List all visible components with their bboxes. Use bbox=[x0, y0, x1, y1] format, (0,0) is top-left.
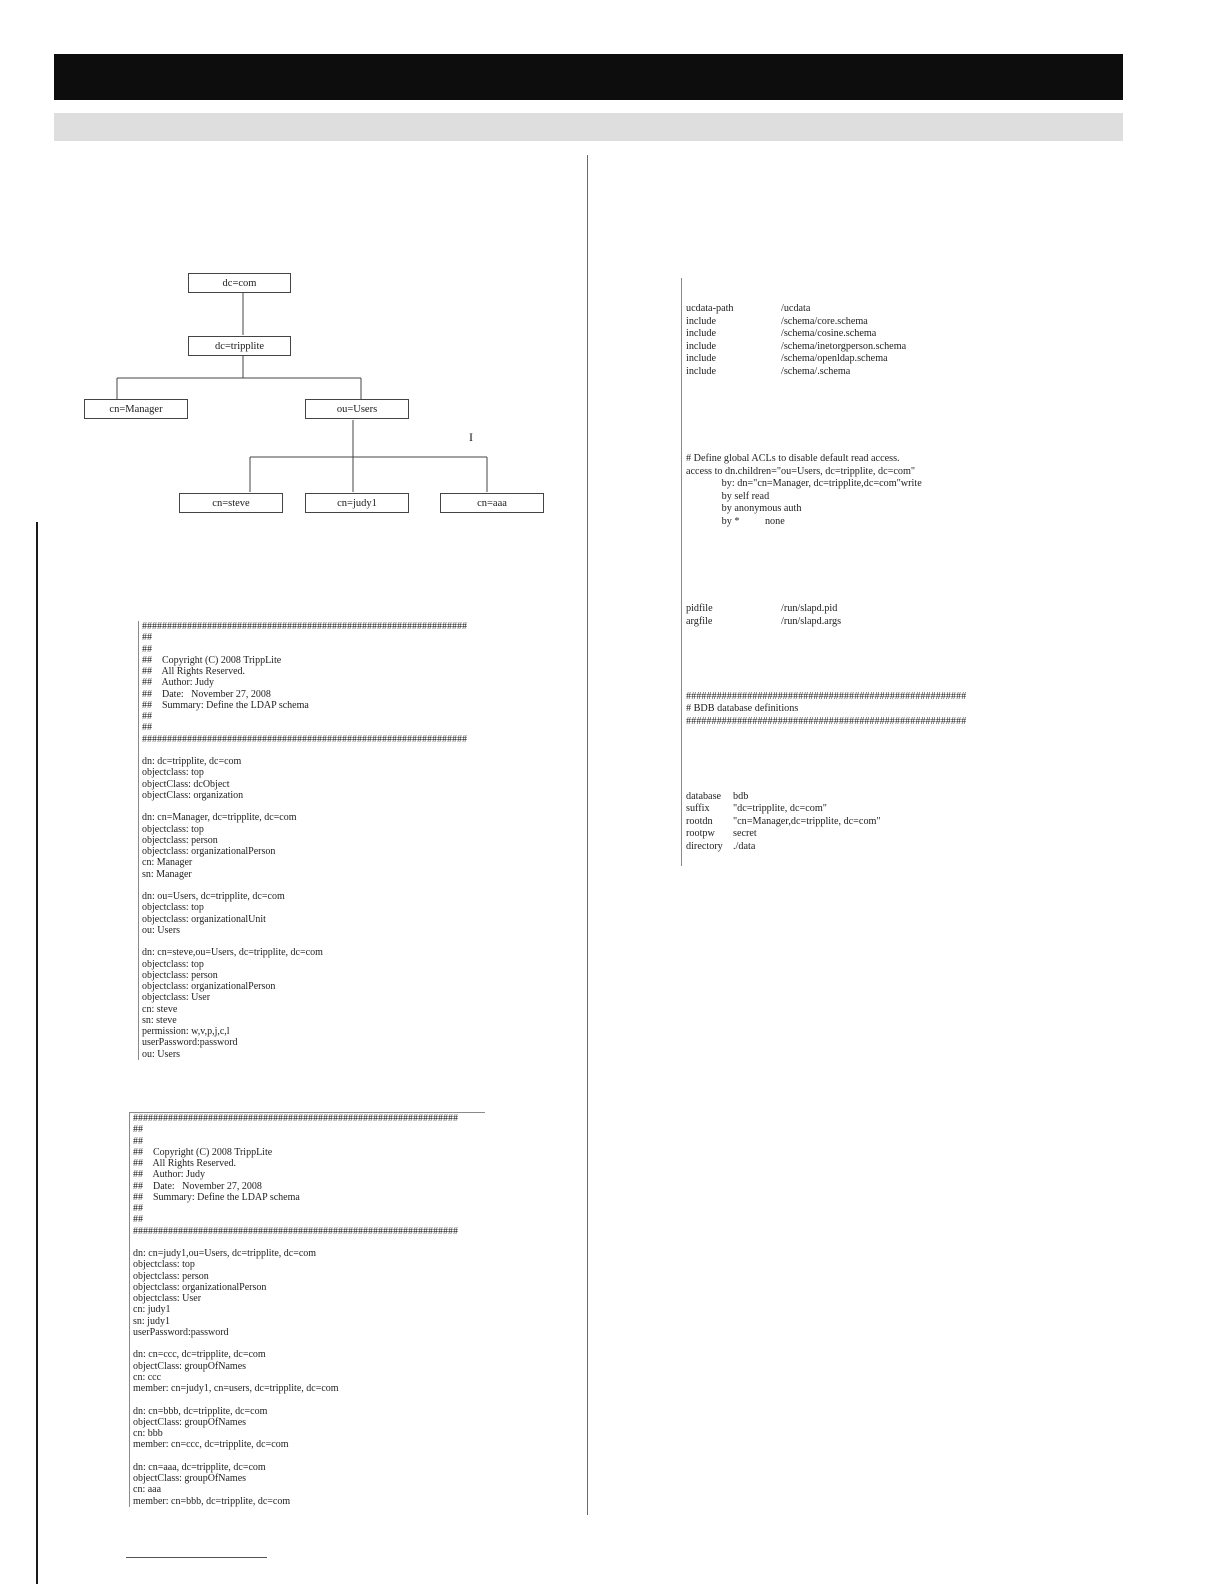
code-line: objectclass: organizationalPerson bbox=[142, 981, 276, 992]
config-key: include bbox=[686, 328, 716, 339]
code-line: objectclass: top bbox=[142, 767, 204, 779]
code-line: member: cn=judy1, cn=users, dc=tripplite, dc=com bbox=[133, 1383, 339, 1394]
config-value: /schema/core.schema bbox=[781, 315, 868, 327]
code-line: objectClass: groupOfNames bbox=[133, 1473, 247, 1484]
slapd-conf-listing bbox=[681, 278, 966, 866]
config-key: directory bbox=[686, 840, 723, 852]
config-key: rootpw bbox=[686, 828, 715, 839]
ldif-groups-listing bbox=[129, 1112, 485, 1507]
tree-node-judy1: cn=judy1 bbox=[305, 493, 409, 513]
config-value: ./data bbox=[733, 840, 756, 852]
config-value: /ucdata bbox=[781, 303, 811, 314]
code-line: ## bbox=[142, 643, 152, 655]
slapd-includes-section bbox=[686, 303, 966, 378]
code-line: objectclass: top bbox=[142, 902, 204, 914]
config-key: argfile bbox=[686, 615, 713, 627]
code-line: ####################################################### bbox=[686, 690, 967, 702]
code-line: userPassword:password bbox=[133, 1326, 229, 1338]
code-line: ## Date: November 27, 2008 bbox=[142, 688, 271, 700]
code-line: ## bbox=[142, 722, 152, 734]
column-divider bbox=[587, 155, 588, 1515]
left-margin-rule bbox=[36, 522, 38, 1584]
code-line: ################################################################# bbox=[142, 621, 467, 632]
code-line bbox=[142, 801, 467, 812]
code-line: ## bbox=[133, 1135, 143, 1147]
config-line bbox=[686, 316, 966, 329]
code-line: ## Author: Judy bbox=[133, 1169, 205, 1181]
config-line bbox=[686, 353, 966, 366]
code-line: ## Summary: Define the LDAP schema bbox=[133, 1191, 300, 1203]
code-line: by anonymous auth bbox=[686, 503, 802, 514]
code-line bbox=[142, 745, 467, 756]
config-value: /run/slapd.args bbox=[781, 615, 842, 627]
code-line: ## bbox=[133, 1214, 143, 1226]
code-line: objectclass: organizationalPerson bbox=[133, 1281, 267, 1293]
ldif-users-listing bbox=[138, 621, 467, 1060]
code-line: ################################################################# bbox=[142, 733, 467, 745]
config-key: database bbox=[686, 790, 722, 802]
code-line: by self read bbox=[686, 490, 770, 502]
config-line bbox=[686, 303, 966, 316]
tree-connectors bbox=[80, 268, 550, 518]
code-line: dn: cn=aaa, dc=tripplite, dc=com bbox=[133, 1461, 266, 1473]
code-line: objectclass: organizationalPerson bbox=[142, 846, 276, 857]
tree-node-manager: cn=Manager bbox=[84, 399, 188, 419]
config-key: rootdn bbox=[686, 815, 713, 827]
code-line: ## All Rights Reserved. bbox=[133, 1158, 237, 1169]
config-key: ucdata-path bbox=[686, 303, 734, 314]
config-value: /schema/openldap.schema bbox=[781, 353, 888, 364]
config-line bbox=[686, 603, 966, 616]
slapd-acl-section bbox=[686, 453, 966, 528]
config-value: /schema/.schema bbox=[781, 365, 851, 377]
code-line: dn: cn=ccc, dc=tripplite, dc=com bbox=[133, 1349, 266, 1361]
code-line: member: cn=ccc, dc=tripplite, dc=com bbox=[133, 1439, 289, 1451]
code-line: sn: Manager bbox=[142, 868, 192, 880]
code-line: objectclass: top bbox=[142, 823, 204, 835]
slapd-database-section bbox=[686, 791, 966, 854]
code-line: dn: dc=tripplite, dc=com bbox=[142, 756, 242, 767]
page-header-bar bbox=[54, 54, 1123, 100]
config-line bbox=[686, 616, 966, 629]
code-line: objectclass: person bbox=[142, 834, 218, 846]
code-line: objectClass: organization bbox=[142, 789, 244, 801]
code-line: dn: ou=Users, dc=tripplite, dc=com bbox=[142, 891, 285, 902]
code-line: dn: cn=steve,ou=Users, dc=tripplite, dc=com bbox=[142, 947, 323, 959]
code-line: ## bbox=[133, 1124, 143, 1136]
code-line: permission: w,v,p,j,c,l bbox=[142, 1026, 230, 1037]
code-line: ## All Rights Reserved. bbox=[142, 666, 246, 677]
config-value: "cn=Manager,dc=tripplite, dc=com" bbox=[733, 815, 881, 827]
config-value: /schema/cosine.schema bbox=[781, 328, 877, 339]
config-key: include bbox=[686, 365, 716, 377]
footer-link-underline[interactable] bbox=[126, 1557, 267, 1558]
code-line: objectClass: groupOfNames bbox=[133, 1416, 247, 1428]
code-line: ## bbox=[142, 632, 152, 644]
code-line: ####################################################### bbox=[686, 715, 967, 727]
code-line bbox=[133, 1338, 485, 1349]
config-line bbox=[686, 841, 966, 854]
config-key: suffix bbox=[686, 803, 710, 814]
code-line bbox=[142, 936, 467, 947]
code-line: objectclass: person bbox=[142, 969, 218, 981]
code-line: cn: judy1 bbox=[133, 1304, 171, 1316]
code-line: cn: steve bbox=[142, 1003, 178, 1015]
config-value: /schema/inetorgperson.schema bbox=[781, 340, 907, 352]
code-line: ################################################################# bbox=[133, 1225, 458, 1237]
code-line bbox=[133, 1394, 485, 1405]
config-line bbox=[686, 828, 966, 841]
code-line: objectClass: dcObject bbox=[142, 778, 230, 790]
code-line: ## Summary: Define the LDAP schema bbox=[142, 699, 309, 711]
code-line: ## Copyright (C) 2008 TrippLite bbox=[142, 654, 282, 666]
config-line bbox=[686, 816, 966, 829]
config-key: include bbox=[686, 353, 716, 364]
code-line bbox=[142, 880, 467, 891]
config-value: /run/slapd.pid bbox=[781, 603, 838, 614]
config-key: pidfile bbox=[686, 603, 713, 614]
code-line: ################################################################# bbox=[133, 1113, 458, 1124]
config-value: bdb bbox=[733, 790, 749, 802]
code-line: ou: Users bbox=[142, 1048, 181, 1060]
code-line: objectclass: top bbox=[133, 1259, 195, 1271]
code-line: dn: cn=bbb, dc=tripplite, dc=com bbox=[133, 1405, 268, 1417]
tree-node-users: ou=Users bbox=[305, 399, 409, 419]
code-line: objectClass: groupOfNames bbox=[133, 1360, 247, 1372]
text-cursor-icon: I bbox=[469, 430, 473, 444]
code-line: ## Author: Judy bbox=[142, 677, 214, 689]
code-line: cn: ccc bbox=[133, 1371, 162, 1383]
code-line: member: cn=bbb, dc=tripplite, dc=com bbox=[133, 1495, 291, 1507]
code-line: cn: Manager bbox=[142, 857, 193, 869]
config-line bbox=[686, 791, 966, 804]
code-line: cn: aaa bbox=[133, 1484, 162, 1496]
code-line: ## Date: November 27, 2008 bbox=[133, 1180, 262, 1192]
config-value: "dc=tripplite, dc=com" bbox=[733, 803, 827, 814]
code-line bbox=[133, 1237, 485, 1248]
config-line bbox=[686, 803, 966, 816]
tree-node-steve: cn=steve bbox=[179, 493, 283, 513]
code-line bbox=[133, 1451, 485, 1462]
code-line: sn: steve bbox=[142, 1014, 177, 1026]
code-line: objectclass: organizationalUnit bbox=[142, 913, 266, 925]
code-line: objectclass: person bbox=[133, 1270, 209, 1282]
code-line: objectclass: User bbox=[142, 992, 211, 1004]
code-line: objectclass: top bbox=[142, 958, 204, 970]
config-line bbox=[686, 328, 966, 341]
code-line: ou: Users bbox=[142, 924, 181, 936]
config-line bbox=[686, 341, 966, 354]
code-line: # Define global ACLs to disable default read access. bbox=[686, 453, 900, 464]
code-line: ## bbox=[142, 711, 152, 722]
code-line: ## Copyright (C) 2008 TrippLite bbox=[133, 1146, 273, 1158]
tree-node-tripplite: dc=tripplite bbox=[188, 336, 291, 356]
code-line: # BDB database definitions bbox=[686, 703, 799, 714]
code-line: by * none bbox=[686, 515, 785, 527]
code-line: cn: bbb bbox=[133, 1428, 163, 1439]
section-subheader-bar bbox=[54, 113, 1123, 141]
ldap-tree-diagram bbox=[80, 268, 550, 518]
tree-node-root: dc=com bbox=[188, 273, 291, 293]
code-line: ## bbox=[133, 1203, 143, 1214]
code-line: dn: cn=judy1,ou=Users, dc=tripplite, dc=com bbox=[133, 1248, 317, 1259]
config-key: include bbox=[686, 315, 716, 327]
slapd-files-section bbox=[686, 603, 966, 628]
code-line: dn: cn=Manager, dc=tripplite, dc=com bbox=[142, 812, 297, 824]
slapd-bdb-header-section bbox=[686, 691, 966, 729]
code-line: objectclass: User bbox=[133, 1293, 202, 1304]
config-value: secret bbox=[733, 828, 757, 839]
code-line: sn: judy1 bbox=[133, 1315, 170, 1327]
config-line bbox=[686, 366, 966, 379]
config-key: include bbox=[686, 340, 716, 352]
code-line: access to dn.children="ou=Users, dc=tripplite, dc=com" bbox=[686, 465, 916, 477]
code-line: userPassword:password bbox=[142, 1037, 238, 1049]
tree-node-aaa: cn=aaa bbox=[440, 493, 544, 513]
code-line: by: dn="cn=Manager, dc=tripplite,dc=com"write bbox=[686, 478, 922, 489]
